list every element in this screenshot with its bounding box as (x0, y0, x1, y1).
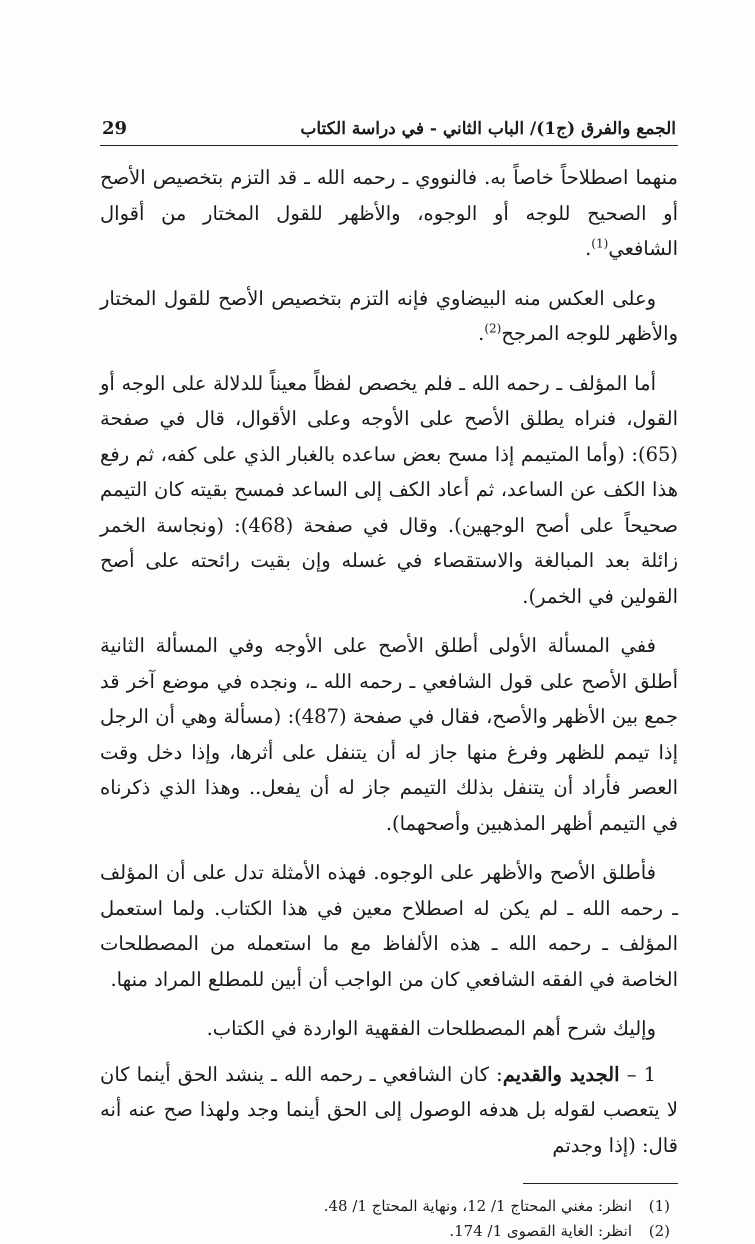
running-title: الجمع والفرق (ج1)/ الباب الثاني - في دراسة الكتاب (300, 119, 676, 139)
footnote-ref[interactable]: (1) (591, 236, 609, 251)
footnote-number: (1) (648, 1197, 670, 1215)
footnote-text: انظر: الغاية القصوى 1/ 174. (449, 1222, 632, 1240)
footnote-divider (523, 1183, 678, 1184)
paragraph: وعلى العكس منه البيضاوي فإنه التزم بتخصيص الأصح للقول المختار والأظهر للوجه المرجح$^{(2)}$. (100, 286, 678, 345)
item-term: الجديد والقديم (502, 1062, 620, 1086)
item-text: : كان الشافعي ـ رحمه الله ـ ينشد الحق أينما كان لا يتعصب لقوله بل هدفه الوصول إلى الحق أينما وجد ولهذا صح عنه أنه قال: (إذا وجدتم (100, 1062, 678, 1157)
footnote-number: (2) (648, 1222, 670, 1240)
paragraph: فأطلق الأصح والأظهر على الوجوه. فهذه الأمثلة تدل على أن المؤلف ـ رحمه الله ـ لم يكن له اصطلاح معين في هذا الكتاب. ولما استعمل المؤلف ـ رحمه الله ـ هذه الألفاظ مع ما استعمله من المصطلحات الخاصة في الفقه الشافعي كان من الواجب أن أبين للمطلع المراد منها. (100, 861, 678, 991)
page-number: 29 (102, 118, 128, 139)
running-header (100, 118, 678, 146)
paragraph: وإليك شرح أهم المصطلحات الفقهية الواردة في الكتاب. (206, 1017, 656, 1040)
book-page (100, 118, 678, 1244)
paragraph: ففي المسألة الأولى أطلق الأصح على الأوجه وفي المسألة الثانية أطلق الأصح على قول الشافعي ـ رحمه الله ـ، ونجده في موضع آخر قد جمع بين الأظهر والأصح، فقال في صفحة (487): (مسألة وهي أن الرجل إذا تيمم للظهر وفرغ منها جاز له أن يتنفل على أثرها، وإذا دخل وقت العصر فأراد أن يتنفل بذلك التيمم جاز له أن يفعل.. وهذا الذي ذكرناه في التيمم أظهر المذهبين وأصحهما). (100, 634, 678, 835)
main-text (100, 160, 678, 1163)
paragraph: منهما اصطلاحاً خاصاً به. فالنووي ـ رحمه الله ـ قد التزم بتخصيص الأصح أو الصحيح للوجه أو الوجوه، والأظهر للقول المختار من أقوال الشافعي$^{(1)}$. (100, 166, 678, 260)
footnote-ref[interactable]: (2) (484, 321, 502, 336)
footnote (100, 1194, 678, 1219)
footnotes (100, 1194, 678, 1244)
numbered-item (100, 1057, 678, 1164)
item-number: 1 – (626, 1062, 656, 1086)
footnote-text: انظر: مغني المحتاج 1/ 12، ونهاية المحتاج 1/ 48. (323, 1197, 632, 1215)
footnote (100, 1219, 678, 1244)
paragraph: أما المؤلف ـ رحمه الله ـ فلم يخصص لفظاً معيناً للدلالة على الوجه أو القول، فنراه يطلق الأصح على الأوجه وعلى الأقوال، قال في صفحة (65): (وأما المتيمم إذا مسح بعض ساعده بالغبار الذي على كفه، ثم رفع هذا الكف عن الساعد، ثم أعاد الكف إلى الساعد فمسح بقيته كان التيمم صحيحاً على أصح الوجهين). وقال في صفحة (468): (ونجاسة الخمر زائلة بعد المبالغة والاستقصاء في غسله وإن بقيت رائحته على أصح القولين في الخمر). (100, 371, 679, 608)
